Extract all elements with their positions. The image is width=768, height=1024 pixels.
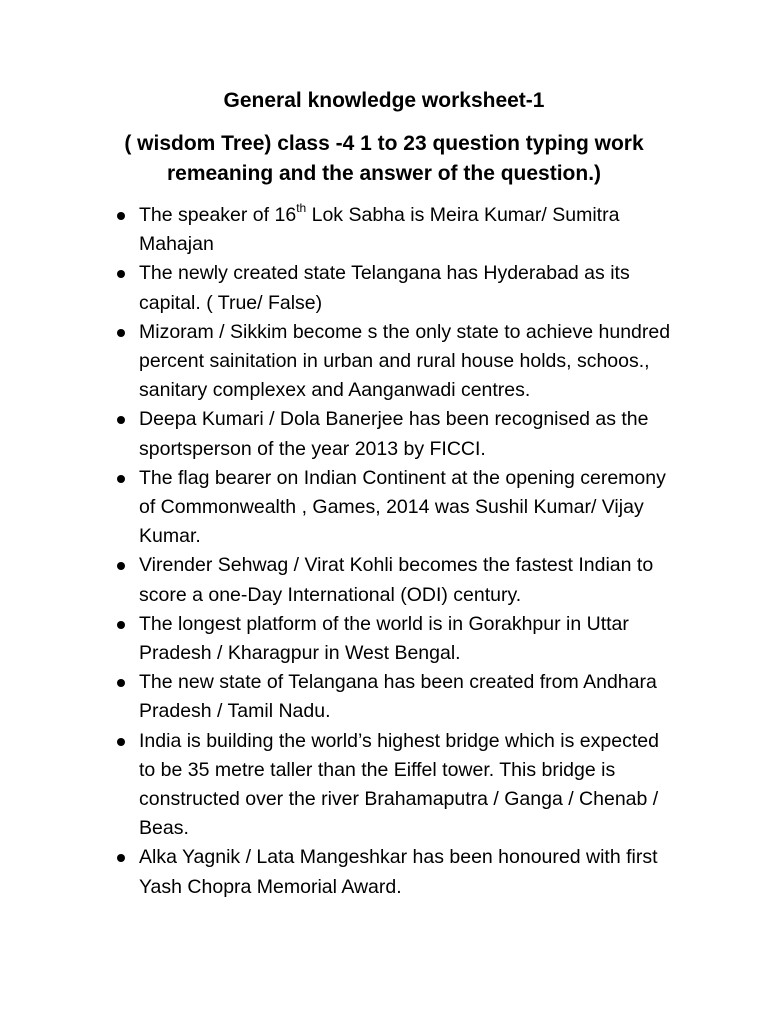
question-item	[117, 668, 677, 726]
question-item	[117, 318, 677, 406]
question-text: Mizoram / Sikkim become s the only state to achieve hundred percent sainitation in urban and rural house holds, schoos., sanitary complexex and Aanganwadi centres.	[139, 320, 671, 402]
subtitle-line-1: ( wisdom Tree) class -4 1 to 23 question typing work	[124, 132, 644, 155]
bullet-icon	[117, 854, 125, 862]
bullet-icon	[117, 416, 125, 424]
bullet-icon	[117, 621, 125, 629]
question-item	[117, 405, 677, 463]
bullet-icon	[117, 679, 125, 687]
question-text: Virender Sehwag / Virat Kohli becomes the fastest Indian to score a one-Day International (ODI) century.	[139, 554, 654, 606]
question-item	[117, 610, 677, 668]
bullet-icon	[117, 329, 125, 337]
question-item	[117, 259, 677, 317]
question-text: The flag bearer on Indian Continent at the opening ceremony of Commonwealth , Games, 2014 was Sushil Kumar/ Vijay Kumar.	[139, 466, 666, 548]
worksheet-title: General knowledge worksheet-1	[223, 89, 545, 112]
question-text: Deepa Kumari / Dola Banerjee has been recognised as the sportsperson of the year 2013 by FICCI.	[139, 408, 649, 460]
question-item	[117, 843, 677, 901]
bullet-icon	[117, 475, 125, 483]
question-item	[117, 201, 677, 259]
question-item	[117, 551, 677, 609]
question-item	[117, 464, 677, 552]
question-text-pre: The speaker of 16	[139, 204, 297, 226]
question-text: The new state of Telangana has been created from Andhara Pradesh / Tamil Nadu.	[139, 671, 657, 723]
question-item	[117, 727, 677, 844]
question-text: Alka Yagnik / Lata Mangeshkar has been honoured with first Yash Chopra Memorial Award.	[139, 846, 658, 898]
question-text: India is building the world’s highest bridge which is expected to be 35 metre taller than the Eiffel tower. This bridge is constructed over the river Brahamaputra / Ganga / Chenab / Beas.	[139, 729, 659, 840]
question-text-post: Lok Sabha is Meira Kumar/ Sumitra Mahajan	[139, 204, 620, 256]
worksheet-subtitle	[84, 129, 684, 189]
bullet-icon	[117, 212, 125, 220]
bullet-icon	[117, 562, 125, 570]
bullet-icon	[117, 270, 125, 278]
question-text: The longest platform of the world is in Gorakhpur in Uttar Pradesh / Kharagpur in West Bengal.	[139, 612, 629, 665]
question-text: The newly created state Telangana has Hyderabad as its capital. ( True/ False)	[139, 262, 630, 314]
subtitle-line-2: remeaning and the answer of the question.)	[166, 162, 602, 185]
superscript-th: th	[296, 200, 307, 215]
question-list	[0, 201, 677, 902]
bullet-icon	[117, 738, 125, 746]
